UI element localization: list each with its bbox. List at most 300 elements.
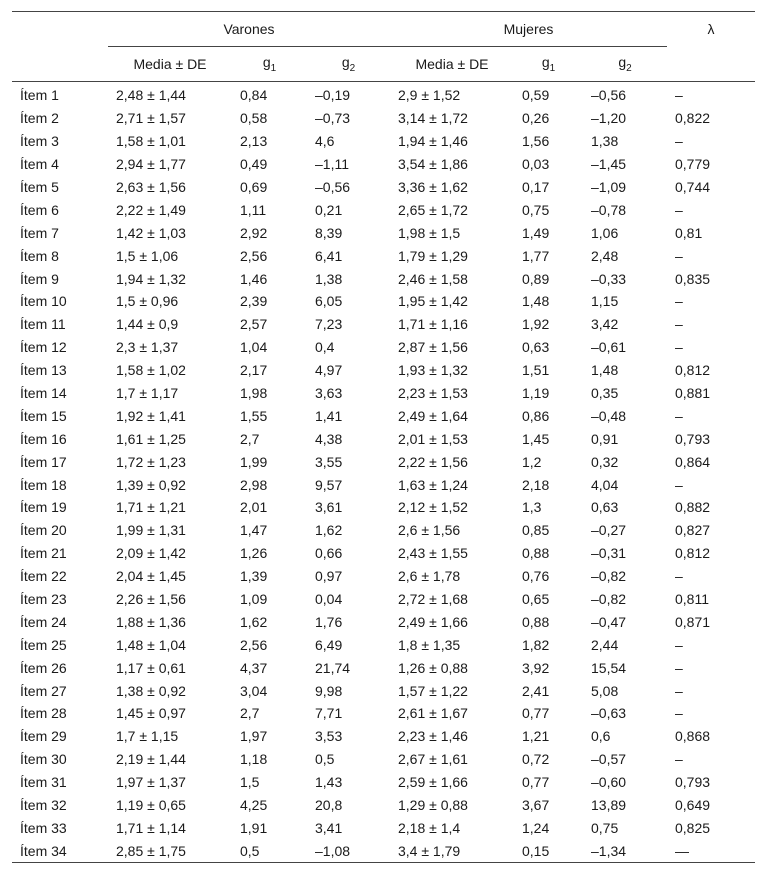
varones-g1: 1,46	[240, 270, 268, 287]
mujeres-g1: 0,89	[522, 270, 550, 287]
mujeres-media: 3,14 ± 1,72	[398, 110, 468, 127]
mujeres-media: 2,46 ± 1,58	[398, 270, 468, 287]
varones-g1-header	[232, 47, 307, 82]
table-row	[12, 221, 755, 244]
varones-g2: 3,55	[315, 453, 343, 470]
item-label: Ítem 7	[20, 224, 59, 241]
table-row	[12, 794, 755, 817]
varones-g1: 1,5	[240, 774, 260, 791]
mujeres-g1: 1,77	[522, 247, 550, 264]
varones-g2: 1,38	[315, 270, 343, 287]
varones-g2: 3,63	[315, 385, 343, 402]
item-label: Ítem 25	[20, 636, 67, 653]
mujeres-g2: –0,48	[591, 407, 627, 424]
varones-media: 2,85 ± 1,75	[116, 842, 186, 859]
varones-media: 1,45 ± 0,97	[116, 705, 186, 722]
item-label: Ítem 27	[20, 682, 67, 699]
mujeres-media: 2,18 ± 1,4	[398, 819, 461, 836]
mujeres-g1: 3,67	[522, 797, 550, 814]
varones-g2: 7,23	[315, 316, 343, 333]
table-row	[12, 176, 755, 199]
mujeres-media: 1,63 ± 1,24	[398, 476, 468, 493]
mujeres-g2: 0,6	[591, 728, 611, 745]
lambda-value: 0,811	[675, 591, 709, 608]
varones-media: 1,39 ± 0,92	[116, 476, 186, 493]
item-label: Ítem 29	[20, 728, 67, 745]
varones-media: 2,94 ± 1,77	[116, 156, 186, 173]
mujeres-g2: 5,08	[591, 682, 619, 699]
lambda-value: –	[675, 407, 683, 424]
varones-g1: 2,56	[240, 636, 268, 653]
varones-g2: 6,41	[315, 247, 343, 264]
table-row	[12, 496, 755, 519]
item-label: Ítem 10	[20, 293, 67, 310]
mujeres-g1: 1,51	[522, 362, 550, 379]
mujeres-g2: –0,61	[591, 339, 627, 356]
mujeres-g2: 3,42	[591, 316, 619, 333]
mujeres-media: 2,12 ± 1,52	[398, 499, 468, 516]
mujeres-g2: 1,48	[591, 362, 619, 379]
mujeres-g1: 1,19	[522, 385, 550, 402]
item-label: Ítem 18	[20, 476, 67, 493]
mujeres-g2: –0,57	[591, 751, 627, 768]
varones-media: 2,22 ± 1,49	[116, 201, 186, 218]
mujeres-media: 1,71 ± 1,16	[398, 316, 468, 333]
lambda-value: —	[675, 842, 689, 859]
lambda-value: –	[675, 133, 683, 150]
varones-g1: 2,57	[240, 316, 268, 333]
g2-sub: 2	[626, 62, 632, 74]
mujeres-media: 2,87 ± 1,56	[398, 339, 468, 356]
varones-g2: 6,05	[315, 293, 343, 310]
table-row	[12, 404, 755, 427]
mujeres-g2: 0,32	[591, 453, 619, 470]
varones-media: 1,72 ± 1,23	[116, 453, 186, 470]
item-label: Ítem 28	[20, 705, 67, 722]
mujeres-g2: –1,34	[591, 842, 627, 859]
mujeres-g2: –0,82	[591, 568, 627, 585]
varones-media: 1,61 ± 1,25	[116, 430, 186, 447]
mujeres-g1: 0,72	[522, 751, 550, 768]
mujeres-g1: 0,59	[522, 87, 550, 104]
mujeres-g1: 1,2	[522, 453, 542, 470]
varones-g1: 2,7	[240, 430, 260, 447]
varones-g1: 0,58	[240, 110, 268, 127]
table-row	[12, 588, 755, 611]
table-row	[12, 336, 755, 359]
varones-g2: –0,19	[315, 87, 351, 104]
varones-media: 2,19 ± 1,44	[116, 751, 186, 768]
lambda-value: –	[675, 339, 683, 356]
mujeres-media: 3,54 ± 1,86	[398, 156, 468, 173]
g1-sub: 1	[270, 62, 277, 74]
varones-media: 2,26 ± 1,56	[116, 591, 186, 608]
mujeres-g2: 1,38	[591, 133, 619, 150]
lambda-value: 0,793	[675, 774, 711, 791]
varones-media: 1,7 ± 1,17	[116, 385, 179, 402]
item-label: Ítem 33	[20, 819, 67, 836]
g1-label: g	[262, 54, 271, 71]
varones-media: 1,58 ± 1,01	[116, 133, 186, 150]
mujeres-g2: –1,45	[591, 156, 627, 173]
lambda-value: 0,864	[675, 453, 711, 470]
mujeres-g1: 0,76	[522, 568, 550, 585]
mujeres-g1: 3,92	[522, 659, 550, 676]
varones-g1: 2,56	[240, 247, 268, 264]
mujeres-g2: 0,35	[591, 385, 619, 402]
item-label: Ítem 8	[20, 247, 59, 264]
varones-media: 1,5 ± 1,06	[116, 247, 179, 264]
lambda-value: –	[675, 201, 683, 218]
lambda-header: λ	[707, 21, 715, 38]
item-label: Ítem 22	[20, 568, 67, 585]
varones-media-header: Media ± DE	[133, 56, 207, 72]
item-label: Ítem 1	[20, 87, 59, 104]
varones-g1: 2,01	[240, 499, 268, 516]
mujeres-g2: 1,06	[591, 224, 619, 241]
lambda-value: 0,835	[675, 270, 711, 287]
lambda-value: –	[675, 316, 683, 333]
mujeres-media: 2,6 ± 1,56	[398, 522, 461, 539]
mujeres-media: 1,26 ± 0,88	[398, 659, 468, 676]
mujeres-media: 1,79 ± 1,29	[398, 247, 468, 264]
table-row	[12, 267, 755, 290]
varones-media: 2,63 ± 1,56	[116, 179, 186, 195]
varones-g2: –1,11	[315, 156, 349, 173]
item-label: Ítem 30	[20, 751, 67, 768]
lambda-value: –	[675, 659, 683, 676]
varones-media: 1,7 ± 1,15	[116, 728, 179, 745]
varones-g2: 0,5	[315, 751, 335, 768]
header-empty-cell-2	[12, 47, 108, 82]
table-row	[12, 198, 755, 221]
item-label: Ítem 13	[20, 362, 67, 379]
lambda-value: –	[675, 87, 683, 104]
mujeres-g2: 0,75	[591, 819, 619, 836]
varones-g1: 4,25	[240, 797, 268, 814]
lambda-value: –	[675, 705, 683, 722]
varones-media: 1,71 ± 1,14	[116, 819, 186, 836]
varones-g2: 1,43	[315, 774, 343, 791]
varones-g1: 2,13	[240, 133, 268, 150]
lambda-value: 0,882	[675, 499, 711, 516]
mujeres-g2-header	[583, 47, 667, 82]
mujeres-media: 2,6 ± 1,78	[398, 568, 461, 585]
varones-g2: 1,41	[315, 407, 343, 424]
mujeres-g2: 0,63	[591, 499, 619, 516]
lambda-value: 0,81	[675, 224, 703, 241]
varones-media: 1,97 ± 1,37	[116, 774, 186, 791]
mujeres-g1: 1,3	[522, 499, 542, 516]
table-row	[12, 542, 755, 565]
mujeres-media: 2,67 ± 1,61	[398, 751, 468, 768]
mujeres-g1: 1,92	[522, 316, 550, 333]
varones-g1: 1,55	[240, 407, 268, 424]
table-row	[12, 702, 755, 725]
mujeres-media: 2,9 ± 1,52	[398, 87, 461, 104]
varones-media: 1,5 ± 0,96	[116, 293, 179, 310]
varones-media: 1,38 ± 0,92	[116, 682, 186, 699]
item-label: Ítem 5	[20, 179, 59, 195]
mujeres-g1: 1,48	[522, 293, 550, 310]
varones-g1: 2,98	[240, 476, 268, 493]
lambda-value: 0,649	[675, 797, 711, 814]
mujeres-media: 1,94 ± 1,46	[398, 133, 468, 150]
mujeres-media: 2,61 ± 1,67	[398, 705, 468, 722]
table-row	[12, 519, 755, 542]
table-container	[12, 11, 755, 863]
item-label: Ítem 9	[20, 270, 59, 287]
mujeres-g2: –0,60	[591, 774, 627, 791]
varones-g2: –0,73	[315, 110, 351, 127]
lambda-value: 0,871	[675, 613, 711, 630]
varones-g2: 0,66	[315, 545, 343, 562]
varones-g1: 1,04	[240, 339, 268, 356]
g1-sub: 1	[549, 62, 556, 74]
varones-g2: 20,8	[315, 797, 343, 814]
item-label: Ítem 16	[20, 430, 67, 447]
varones-g1: 1,26	[240, 545, 268, 562]
mujeres-g1: 0,88	[522, 545, 550, 562]
lambda-value: –	[675, 293, 683, 310]
varones-g2: –1,08	[315, 842, 351, 859]
mujeres-media-header: Media ± DE	[415, 56, 489, 72]
varones-g1: 0,84	[240, 87, 268, 104]
varones-g2: 0,97	[315, 568, 343, 585]
item-label: Ítem 12	[20, 339, 67, 356]
item-label: Ítem 24	[20, 613, 67, 630]
mujeres-g2: –0,63	[591, 705, 627, 722]
table-row	[12, 427, 755, 450]
mujeres-g2: 2,48	[591, 247, 619, 264]
mujeres-g2: –0,56	[591, 87, 627, 104]
table-row	[12, 450, 755, 473]
lambda-value: 0,825	[675, 819, 711, 836]
mujeres-media: 2,01 ± 1,53	[398, 430, 468, 447]
mujeres-media: 2,59 ± 1,66	[398, 774, 468, 791]
mujeres-g2: –0,78	[591, 201, 627, 218]
varones-g1: 1,47	[240, 522, 268, 539]
g1-label: g	[541, 54, 550, 71]
mujeres-media: 3,4 ± 1,79	[398, 842, 461, 859]
mujeres-g1: 0,77	[522, 774, 550, 791]
item-label: Ítem 31	[20, 774, 67, 791]
mujeres-media: 2,22 ± 1,56	[398, 453, 468, 470]
varones-media: 1,71 ± 1,21	[116, 499, 186, 516]
mujeres-g1: 1,21	[522, 728, 550, 745]
lambda-value: 0,868	[675, 728, 711, 745]
lambda-value: –	[675, 568, 683, 585]
table-row	[12, 725, 755, 748]
mujeres-g2: –0,31	[591, 545, 627, 562]
varones-g1: 1,62	[240, 613, 268, 630]
mujeres-g1: 0,77	[522, 705, 550, 722]
lambda-value: 0,779	[675, 156, 711, 173]
mujeres-g1: 0,15	[522, 842, 550, 859]
varones-g1: 1,18	[240, 751, 268, 768]
table-row	[12, 473, 755, 496]
item-label: Ítem 19	[20, 499, 67, 516]
mujeres-g1: 1,45	[522, 430, 550, 447]
item-label: Ítem 11	[20, 316, 66, 333]
mujeres-media: 1,95 ± 1,42	[398, 293, 468, 310]
varones-g1: 1,91	[240, 819, 268, 836]
mujeres-g2: 15,54	[591, 659, 627, 676]
varones-g2: –0,56	[315, 179, 351, 195]
mujeres-media: 2,23 ± 1,46	[398, 728, 468, 745]
table-row	[12, 313, 755, 336]
varones-media: 2,09 ± 1,42	[116, 545, 186, 562]
mujeres-g1: 2,41	[522, 682, 550, 699]
mujeres-g1: 0,17	[522, 179, 550, 195]
varones-g2: 9,98	[315, 682, 343, 699]
mujeres-media: 2,49 ± 1,66	[398, 613, 468, 630]
item-label: Ítem 14	[20, 385, 67, 402]
mujeres-media: 1,57 ± 1,22	[398, 682, 468, 699]
varones-g1: 2,17	[240, 362, 268, 379]
lambda-value: 0,827	[675, 522, 711, 539]
lambda-value: 0,812	[675, 545, 711, 562]
item-label: Ítem 4	[20, 156, 59, 173]
mujeres-media: 2,49 ± 1,64	[398, 407, 468, 424]
varones-g1: 0,49	[240, 156, 268, 173]
item-label: Ítem 2	[20, 110, 59, 127]
varones-g1: 1,39	[240, 568, 268, 585]
mujeres-g2: –1,09	[591, 179, 627, 195]
item-label: Ítem 20	[20, 522, 67, 539]
mujeres-media: 1,8 ± 1,35	[398, 636, 461, 653]
mujeres-g2: 4,04	[591, 476, 619, 493]
mujeres-g1: 0,65	[522, 591, 550, 608]
lambda-value: 0,881	[675, 385, 711, 402]
mujeres-media: 2,23 ± 1,53	[398, 385, 468, 402]
varones-g2: 8,39	[315, 224, 343, 241]
varones-g1: 2,92	[240, 224, 268, 241]
table-row	[12, 633, 755, 656]
lambda-value: –	[675, 476, 683, 493]
table-row	[12, 610, 755, 633]
group-varones: Varones	[108, 12, 390, 47]
varones-g1: 4,37	[240, 659, 268, 676]
varones-g2: 7,71	[315, 705, 343, 722]
mujeres-g1: 0,63	[522, 339, 550, 356]
varones-g1: 2,7	[240, 705, 260, 722]
mujeres-g1: 1,82	[522, 636, 550, 653]
table-row	[12, 565, 755, 588]
item-label: Ítem 21	[20, 545, 67, 562]
varones-g2-header	[307, 47, 390, 82]
mujeres-media: 2,65 ± 1,72	[398, 201, 468, 218]
varones-g2: 4,6	[315, 133, 335, 150]
varones-media: 1,94 ± 1,32	[116, 270, 186, 287]
varones-g2: 4,38	[315, 430, 343, 447]
varones-media: 1,48 ± 1,04	[116, 636, 186, 653]
varones-g1: 2,39	[240, 293, 268, 310]
item-label: Ítem 32	[20, 797, 67, 814]
group-mujeres: Mujeres	[390, 12, 667, 47]
varones-g2: 3,61	[315, 499, 343, 516]
varones-g2: 3,53	[315, 728, 343, 745]
varones-media: 1,99 ± 1,31	[116, 522, 186, 539]
mujeres-g1: 1,49	[522, 224, 550, 241]
item-label: Ítem 34	[20, 842, 67, 859]
mujeres-g1: 0,03	[522, 156, 550, 173]
varones-media: 2,04 ± 1,45	[116, 568, 186, 585]
table-row	[12, 771, 755, 794]
table-row	[12, 290, 755, 313]
item-label: Ítem 15	[20, 407, 67, 424]
mujeres-g1-header	[514, 47, 583, 82]
item-label: Ítem 3	[20, 133, 59, 150]
table-row	[12, 359, 755, 382]
mujeres-g1: 0,88	[522, 613, 550, 630]
mujeres-media: 3,36 ± 1,62	[398, 179, 468, 195]
header-empty-cell	[12, 12, 108, 47]
varones-g2: 0,21	[315, 201, 343, 218]
mujeres-g2: 2,44	[591, 636, 619, 653]
varones-g1: 1,98	[240, 385, 268, 402]
g2-sub: 2	[349, 62, 356, 74]
varones-g1: 1,97	[240, 728, 268, 745]
varones-media: 1,17 ± 0,61	[116, 659, 186, 676]
varones-g2: 6,49	[315, 636, 343, 653]
varones-media: 2,71 ± 1,57	[116, 110, 186, 127]
varones-media: 1,88 ± 1,36	[116, 613, 186, 630]
table-row	[12, 153, 755, 176]
table-row	[12, 82, 755, 107]
table-row	[12, 839, 755, 862]
varones-g2: 1,62	[315, 522, 343, 539]
varones-media: 1,19 ± 0,65	[116, 797, 186, 814]
table-header	[12, 12, 755, 82]
mujeres-media: 2,72 ± 1,68	[398, 591, 468, 608]
varones-g2: 9,57	[315, 476, 343, 493]
lambda-value: –	[675, 682, 683, 699]
item-label: Ítem 17	[20, 453, 67, 470]
mujeres-g1: 0,85	[522, 522, 550, 539]
varones-media: 1,44 ± 0,9	[116, 316, 179, 333]
data-table	[12, 11, 755, 863]
varones-g2: 0,4	[315, 339, 335, 356]
lambda-value: –	[675, 247, 683, 264]
table-row	[12, 107, 755, 130]
lambda-value: –	[675, 751, 683, 768]
table-row	[12, 656, 755, 679]
varones-media: 1,58 ± 1,02	[116, 362, 186, 379]
mujeres-g1: 0,86	[522, 407, 550, 424]
item-label: Ítem 6	[20, 201, 59, 218]
table-row	[12, 382, 755, 405]
table-row	[12, 817, 755, 840]
varones-g2: 3,41	[315, 819, 343, 836]
varones-g1: 3,04	[240, 682, 268, 699]
lambda-value: 0,793	[675, 430, 711, 447]
varones-g2: 0,04	[315, 591, 343, 608]
mujeres-g2: 0,91	[591, 430, 619, 447]
mujeres-g2: –0,33	[591, 270, 627, 287]
mujeres-g1: 0,75	[522, 201, 550, 218]
lambda-subheader-empty	[667, 47, 755, 82]
item-label: Ítem 23	[20, 591, 67, 608]
varones-g2: 21,74	[315, 659, 351, 676]
varones-g1: 1,11	[240, 201, 267, 218]
varones-media: 2,3 ± 1,37	[116, 339, 179, 356]
mujeres-g2: –0,27	[591, 522, 627, 539]
mujeres-g1: 1,56	[522, 133, 550, 150]
varones-g1: 0,69	[240, 179, 268, 195]
table-body	[12, 82, 755, 863]
table-row	[12, 244, 755, 267]
